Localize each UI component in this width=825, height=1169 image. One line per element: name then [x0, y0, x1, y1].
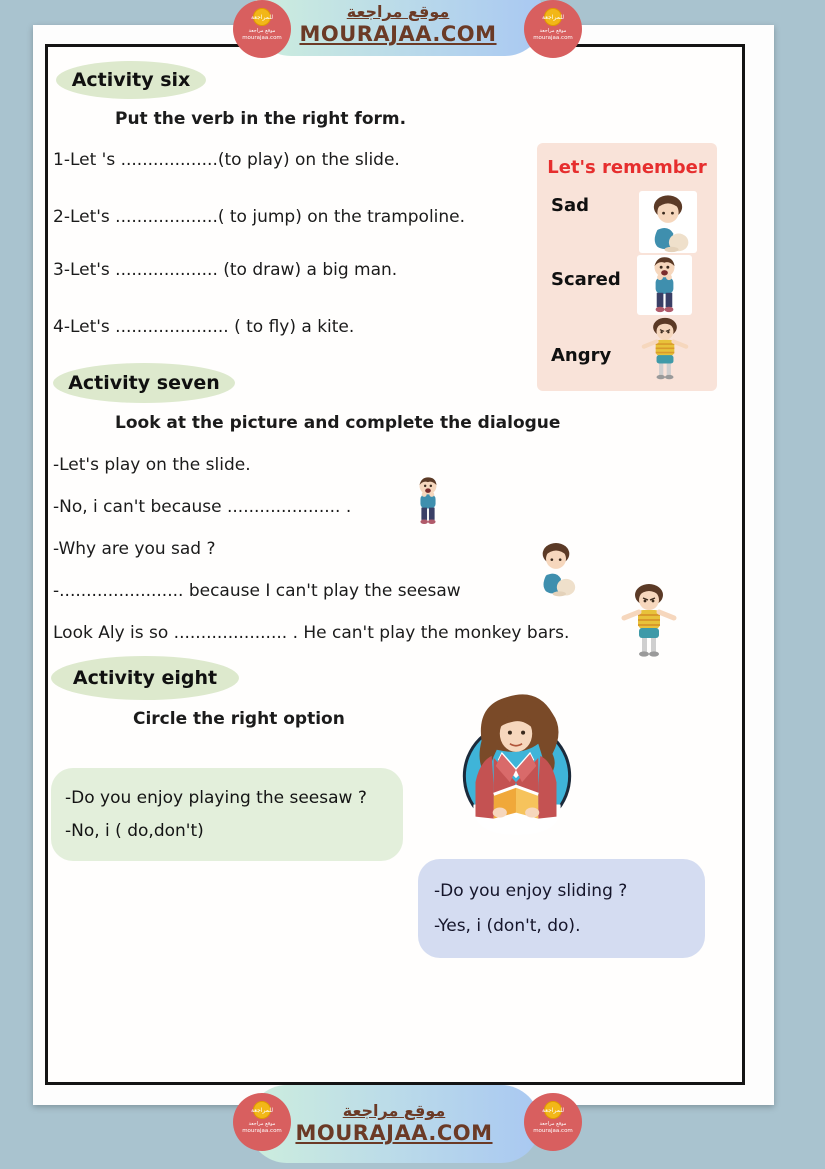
- emotion-label-angry: Angry: [551, 345, 612, 366]
- emotion-label-sad: Sad: [551, 195, 589, 216]
- badge-site-text: mourajaa.com: [533, 1127, 573, 1134]
- activity-seven-title: Activity seven: [68, 372, 220, 394]
- footer-right-badge: [524, 1093, 582, 1151]
- green-box-line-1: -Do you enjoy playing the seesaw ?: [65, 788, 367, 808]
- scared-boy-small-icon: [411, 475, 445, 527]
- badge-logo-icon: للمراجعة: [253, 1101, 271, 1119]
- footer-site-link[interactable]: MOURAJAA.COM: [295, 1121, 493, 1146]
- dialogue-line-3: -Why are you sad ?: [53, 539, 216, 559]
- activity-six-item-4: 4-Let's ..................... ( to fly) a kite.: [53, 317, 355, 337]
- header-right-badge: [524, 0, 582, 58]
- badge-logo-icon: للمراجعة: [544, 8, 562, 26]
- header-site-link[interactable]: MOURAJAA.COM: [299, 22, 497, 47]
- badge-site-text: mourajaa.com: [242, 1127, 282, 1134]
- activity-eight-title: Activity eight: [72, 667, 218, 689]
- activity-seven-heading: [53, 363, 235, 403]
- header-banner: [252, 0, 544, 56]
- angry-boy-large-icon: [619, 583, 679, 661]
- badge-site-text: mourajaa.com: [242, 34, 282, 41]
- dialogue-line-1: -Let's play on the slide.: [53, 455, 251, 475]
- activity-six-heading: [56, 61, 206, 99]
- green-dialogue-box: [51, 768, 403, 861]
- header-arabic-title: موقع مراجعة: [346, 2, 450, 22]
- activity-six-instruction: Put the verb in the right form.: [115, 109, 407, 129]
- badge-logo-icon: للمراجعة: [253, 8, 271, 26]
- activity-seven-instruction: Look at the picture and complete the dialogue: [115, 413, 561, 433]
- blue-dialogue-box: [418, 859, 705, 958]
- badge-site-text: mourajaa.com: [533, 34, 573, 41]
- dialogue-line-5: Look Aly is so ..................... . He can't play the monkey bars.: [53, 623, 570, 643]
- worksheet-frame: [45, 44, 745, 1085]
- sad-boy-icon: [639, 191, 697, 253]
- blue-box-line-1: -Do you enjoy sliding ?: [434, 881, 628, 901]
- badge-arabic-text: موقع مراجعة: [248, 1121, 276, 1127]
- activity-six-item-2: 2-Let's ...................( to jump) on the trampoline.: [53, 207, 466, 227]
- lets-remember-box: [537, 143, 717, 391]
- footer-left-badge: [233, 1093, 291, 1151]
- scared-boy-icon: [637, 255, 692, 315]
- green-box-line-2: -No, i ( do,don't): [65, 821, 204, 841]
- activity-eight-instruction: Circle the right option: [133, 709, 345, 729]
- blue-box-line-2: -Yes, i (don't, do).: [434, 916, 581, 936]
- activity-six-item-1: 1-Let 's ..................(to play) on the slide.: [53, 150, 400, 170]
- sad-boy-sitting-icon: [531, 537, 581, 599]
- activity-eight-heading: [51, 656, 239, 700]
- badge-arabic-text: موقع مراجعة: [248, 28, 276, 34]
- emotion-label-scared: Scared: [551, 269, 621, 290]
- dialogue-line-2: -No, i can't because ..................... .: [53, 497, 352, 517]
- badge-logo-icon: للمراجعة: [544, 1101, 562, 1119]
- footer-banner: [248, 1085, 540, 1163]
- badge-arabic-text: موقع مراجعة: [539, 1121, 567, 1127]
- activity-six-title: Activity six: [71, 69, 191, 91]
- badge-arabic-text: موقع مراجعة: [539, 28, 567, 34]
- header-left-badge: [233, 0, 291, 58]
- footer-arabic-title: موقع مراجعة: [342, 1101, 446, 1121]
- activity-six-item-3: 3-Let's ................... (to draw) a big man.: [53, 260, 398, 280]
- teacher-illustration: [451, 685, 583, 847]
- dialogue-line-4: -....................... because I can't play the seesaw: [53, 581, 461, 601]
- angry-boy-icon: [639, 317, 691, 383]
- lets-remember-title: Let's remember: [547, 157, 707, 178]
